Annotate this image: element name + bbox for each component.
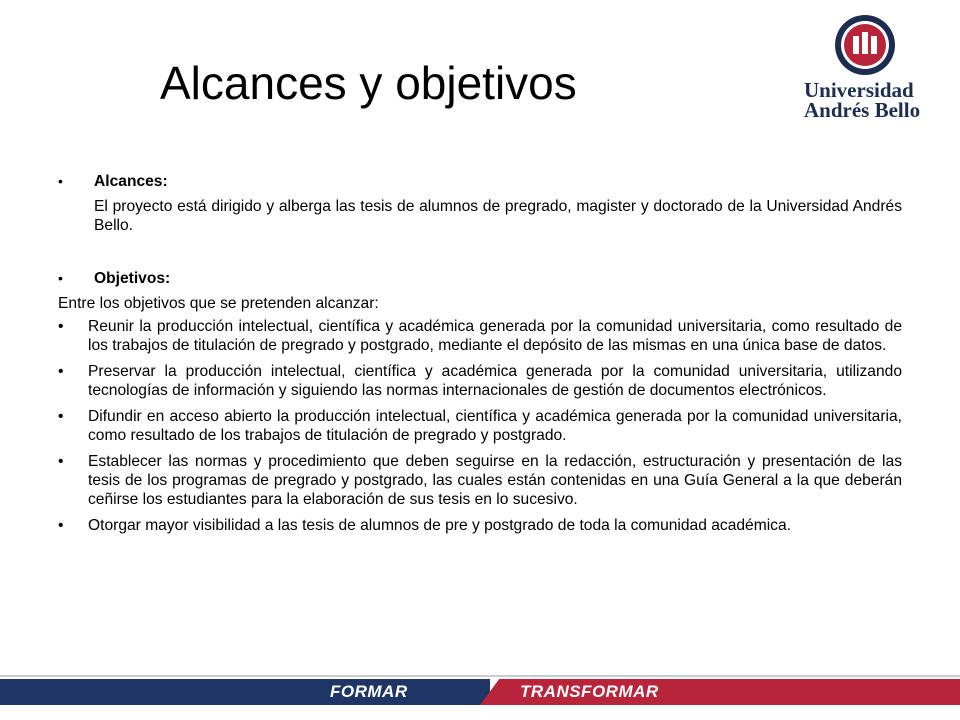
footer-blue-band: [0, 679, 490, 705]
footer-formar: FORMAR: [330, 682, 408, 701]
alcances-section: [58, 172, 902, 191]
footer-divider: [0, 675, 960, 677]
bullet-icon: •: [58, 270, 63, 286]
logo-line-2: Andrés Bello: [804, 98, 921, 122]
objetivo-text: Difundir en acceso abierto la producción intelectual, científica y académica generada por la comunidad universitaria, como resultado de los trabajos de titulación de pregrado y postgrado.: [88, 408, 902, 444]
slide-content: [58, 172, 902, 542]
bullet-icon: •: [58, 318, 64, 335]
university-seal-icon: [800, 12, 930, 82]
list-item: [58, 516, 902, 535]
list-item: [58, 362, 902, 400]
logo-line-1: Universidad: [804, 78, 914, 102]
footer-banner: [0, 675, 960, 707]
bullet-icon: •: [58, 453, 64, 470]
bullet-icon: •: [58, 363, 64, 380]
bullet-icon: •: [58, 173, 63, 189]
objetivo-text: Establecer las normas y procedimiento que deben seguirse en la redacción, estructuración y presentación de las tesis de los programas de pregrado y postgrado, las cuales están contenidas en una Guía General a la que deberán ceñirse los estudiantes para la elaboración de sus tesis en lo sucesivo.: [88, 453, 902, 508]
objetivos-list: [58, 317, 902, 535]
list-item: [58, 407, 902, 445]
alcances-heading: Alcances:: [94, 173, 168, 190]
objetivos-intro: Entre los objetivos que se pretenden alcanzar:: [58, 295, 379, 312]
footer-transformar: TRANSFORMAR: [520, 682, 659, 701]
slide-title: Alcances y objetivos: [160, 57, 577, 109]
bullet-icon: •: [58, 408, 64, 425]
objetivo-text: Otorgar mayor visibilidad a las tesis de alumnos de pre y postgrado de toda la comunidad académica.: [88, 517, 791, 534]
university-logo: [800, 12, 930, 122]
objetivos-heading: Objetivos:: [94, 270, 171, 287]
objetivo-text: Preservar la producción intelectual, científica y académica generada por la comunidad universitaria, utilizando tecnologías de información y siguiendo las normas internacionales de gestión de documentos electrónicos.: [88, 363, 902, 399]
list-item: [58, 452, 902, 509]
objetivos-section: [58, 269, 902, 288]
list-item: [58, 317, 902, 355]
bullet-icon: •: [58, 517, 64, 534]
objetivo-text: Reunir la producción intelectual, científica y académica generada por la comunidad universitaria, como resultado de los trabajos de titulación de pregrado y postgrado, mediante el depósito de las mismas en una única base de datos.: [88, 318, 902, 354]
logo-text: [800, 80, 934, 120]
alcances-text: El proyecto está dirigido y alberga las tesis de alumnos de pregrado, magister y doctorado de la Universidad Andrés Bello.: [94, 198, 902, 234]
